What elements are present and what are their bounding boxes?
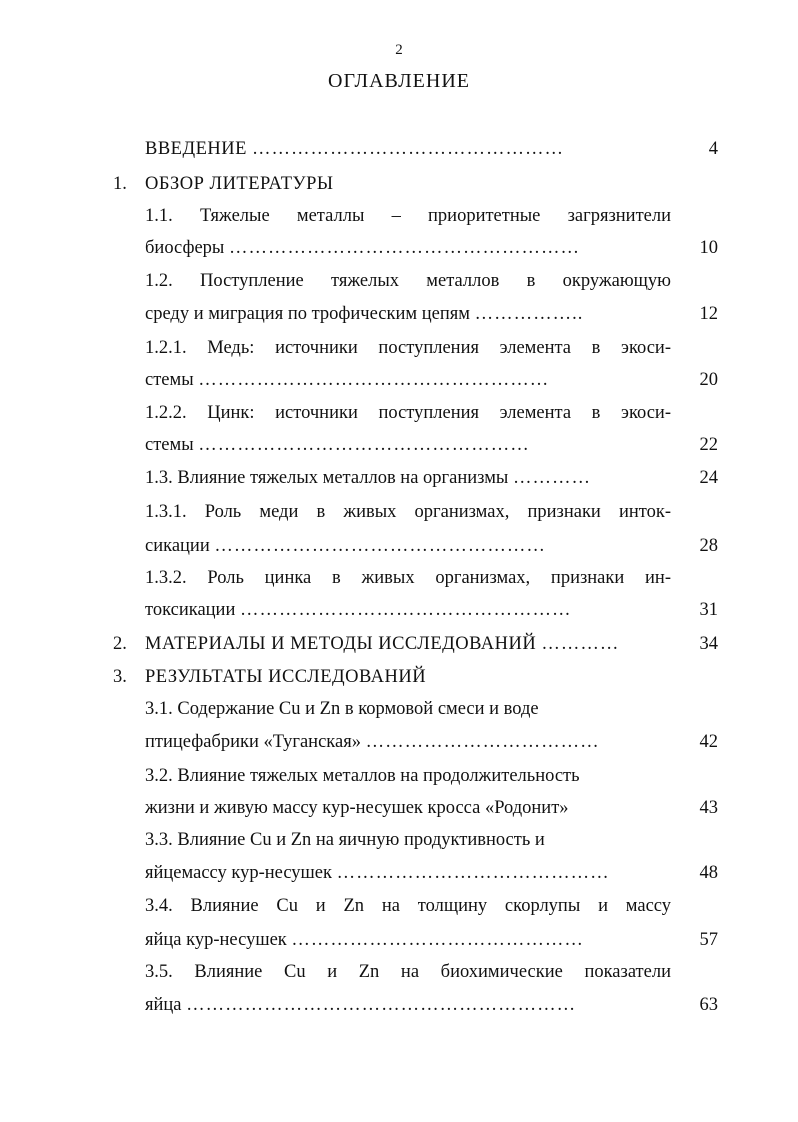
dot-leader: ………… [512, 468, 591, 488]
toc-entry-title: биосферы [145, 238, 225, 258]
toc-entry-3-5-line1[interactable]: 3.5. Влияние Cu и Zn на биохимические показатели [145, 962, 671, 982]
toc-entry-3-3-line1[interactable]: 3.3. Влияние Cu и Zn на яичную продуктивность и [145, 830, 545, 850]
toc-chapter-2[interactable] [145, 632, 619, 656]
toc-entry-intro[interactable] [145, 137, 564, 161]
dot-leader: ……………………………… [365, 732, 600, 752]
dot-leader: …………………………………………………… [186, 995, 577, 1015]
toc-entry-title: среду и миграция по трофическим цепям [145, 304, 470, 324]
toc-entry-1-2-1-line1[interactable]: 1.2.1. Медь: источники поступления элемента в экоси- [145, 338, 671, 358]
toc-entry-1-3-1-line2[interactable] [145, 534, 546, 558]
toc-page-number: 57 [699, 930, 718, 950]
toc-entry-1-2-1-line2[interactable] [145, 368, 549, 392]
toc-entry-1-2-line2[interactable] [145, 302, 583, 326]
dot-leader: …………………………………………… [214, 536, 546, 556]
toc-entry-3-3-line2[interactable] [145, 861, 610, 885]
toc-entry-1-3-2-line2[interactable] [145, 598, 571, 622]
toc-page-number: 34 [699, 634, 718, 654]
toc-page-number: 4 [708, 139, 718, 159]
dot-leader: …………………………………… [336, 863, 610, 883]
toc-entry-title: 1.3. Влияние тяжелых металлов на организмы [145, 468, 509, 488]
chapter-number: 3. [113, 667, 127, 687]
dot-leader: ………………………………………… [252, 139, 565, 159]
toc-entry-1-3-1-line1[interactable]: 1.3.1. Роль меди в живых организмах, признаки инток- [145, 502, 671, 522]
page-number: 2 [395, 42, 403, 58]
toc-entry-title: МАТЕРИАЛЫ И МЕТОДЫ ИССЛЕДОВАНИЙ [145, 634, 537, 654]
toc-entry-3-4-line2[interactable] [145, 928, 584, 952]
chapter-number: 2. [113, 634, 127, 654]
toc-page-number: 28 [699, 536, 718, 556]
toc-entry-3-1-line2[interactable] [145, 730, 600, 754]
toc-page-number: 63 [699, 995, 718, 1015]
toc-page-number: 22 [699, 435, 718, 455]
dot-leader: …………………………………………… [198, 435, 530, 455]
toc-entry-1-3-2-line1[interactable]: 1.3.2. Роль цинка в живых организмах, признаки ин- [145, 568, 671, 588]
toc-entry-3-4-line1[interactable]: 3.4. Влияние Cu и Zn на толщину скорлупы и массу [145, 896, 671, 916]
toc-entry-title: ВВЕДЕНИЕ [145, 139, 247, 159]
chapter-number: 1. [113, 174, 127, 194]
toc-entry-3-5-line2[interactable] [145, 993, 576, 1017]
toc-entry-title: стемы [145, 370, 194, 390]
toc-entry-1-1-line1[interactable]: 1.1. Тяжелые металлы – приоритетные загрязнители [145, 206, 671, 226]
toc-entry-3-2-line2[interactable]: жизни и живую массу кур-несушек кросса «Родонит» [145, 798, 569, 818]
toc-entry-1-2-line1[interactable]: 1.2. Поступление тяжелых металлов в окружающую [145, 271, 671, 291]
toc-entry-3-2-line1[interactable]: 3.2. Влияние тяжелых металлов на продолжительность [145, 766, 580, 786]
toc-chapter-1[interactable]: ОБЗОР ЛИТЕРАТУРЫ [145, 174, 334, 194]
page-title: ОГЛАВЛЕНИЕ [328, 70, 470, 92]
toc-page-number: 42 [699, 732, 718, 752]
toc-entry-3-1-line1[interactable]: 3.1. Содержание Cu и Zn в кормовой смеси и воде [145, 699, 539, 719]
dot-leader: ……………………………………………… [198, 370, 550, 390]
dot-leader: ……………………………………………… [228, 238, 580, 258]
toc-entry-1-1-line2[interactable] [145, 236, 580, 260]
toc-entry-title: яйца кур-несушек [145, 930, 287, 950]
dot-leader: ………… [541, 634, 620, 654]
toc-page-number: 48 [699, 863, 718, 883]
dot-leader: …………….. [474, 304, 584, 324]
toc-entry-title: сикации [145, 536, 210, 556]
toc-entry-title: токсикации [145, 600, 236, 620]
toc-page-number: 31 [699, 600, 718, 620]
toc-chapter-3[interactable]: РЕЗУЛЬТАТЫ ИССЛЕДОВАНИЙ [145, 667, 427, 687]
toc-entry-title: яйца [145, 995, 182, 1015]
dot-leader: …………………………………………… [239, 600, 572, 620]
toc-entry-1-2-2-line2[interactable] [145, 433, 530, 457]
toc-entry-title: птицефабрики «Туганская» [145, 732, 361, 752]
dot-leader: ……………………………………… [291, 930, 584, 950]
toc-entry-1-3[interactable] [145, 466, 591, 490]
toc-page-number: 43 [699, 798, 718, 818]
toc-page-number: 24 [699, 468, 718, 488]
toc-page-number: 12 [699, 304, 718, 324]
toc-entry-title: яйцемассу кур-несушек [145, 863, 332, 883]
toc-page-number: 20 [699, 370, 718, 390]
toc-page-number: 10 [699, 238, 718, 258]
toc-entry-1-2-2-line1[interactable]: 1.2.2. Цинк: источники поступления элемента в экоси- [145, 403, 671, 423]
toc-entry-title: стемы [145, 435, 194, 455]
